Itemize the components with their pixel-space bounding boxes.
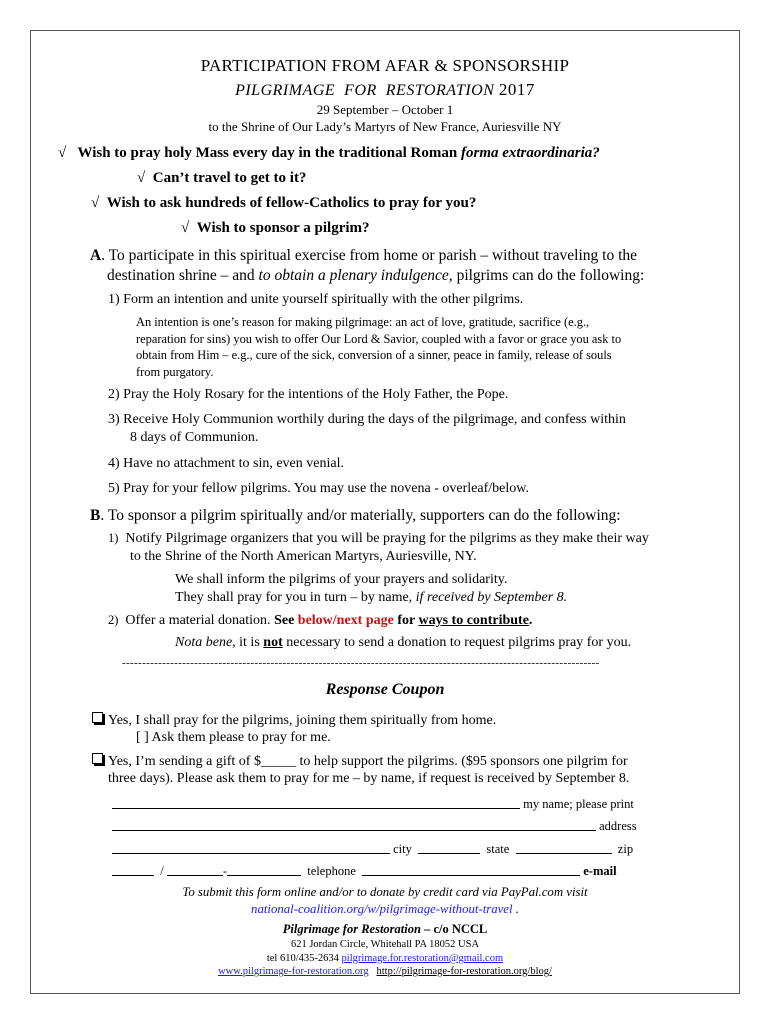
section-a-item-4: 4) Have no attachment to sin, even venial. — [108, 456, 344, 471]
phone-email-field[interactable]: / - telephone e-mail — [112, 863, 617, 879]
question-mass: √ Wish to pray holy Mass every day in the traditional Roman forma extraordinaria? — [58, 145, 600, 161]
org-websites — [0, 966, 770, 977]
check-mark-icon: √ — [137, 170, 146, 186]
cut-line-divider: ----------------------------------------------------------------------------------------------------------------------- — [122, 657, 600, 669]
question-sponsor: √ Wish to sponsor a pilgrim? — [181, 220, 370, 236]
check-mark-icon: √ — [58, 145, 67, 161]
section-a-item-3: 3) Receive Holy Communion worthily during the days of the pilgrimage, and confess within — [108, 412, 626, 427]
page-subtitle: PILGRIMAGE FOR RESTORATION 2017 — [235, 80, 535, 99]
address-field[interactable]: address — [112, 818, 637, 834]
name-field[interactable]: my name; please print — [112, 796, 634, 812]
section-b-item-2: 2) Offer a material donation. See below/next page for ways to contribute. — [108, 613, 533, 628]
question-travel: √ Can’t travel to get to it? — [137, 170, 307, 186]
section-b-intro: B. To sponsor a pilgrim spiritually and/or materially, supporters can do the following: — [90, 507, 621, 524]
city-state-zip-field[interactable]: city state zip — [112, 841, 633, 857]
submit-online-text: To submit this form online and/or to donate by credit card via PayPal.com visit — [182, 885, 588, 899]
section-a-item-3-cont: 8 days of Communion. — [130, 430, 259, 445]
section-a-item-5: 5) Pray for your fellow pilgrims. You may use the novena - overleaf/below. — [108, 481, 529, 496]
section-b-item-1-cont: to the Shrine of the North American Martyrs, Auriesville, NY. — [130, 549, 477, 564]
inform-text: We shall inform the pilgrims of your prayers and solidarity. — [175, 572, 508, 587]
email-link[interactable]: pilgrimage.for.restoration@gmail.com — [341, 953, 504, 964]
gift-option[interactable]: Yes, I’m sending a gift of $_____ to help support the pilgrims. ($95 sponsors one pilgrim for — [92, 753, 628, 770]
pray-text: They shall pray for you in turn – by name, if received by September 8. — [175, 590, 568, 605]
event-dates: 29 September – October 1 — [316, 102, 454, 117]
section-a-item-2: 2) Pray the Holy Rosary for the intentions of the Holy Father, the Pope. — [108, 387, 509, 402]
checkbox-icon[interactable] — [92, 712, 103, 723]
check-mark-icon: √ — [181, 220, 190, 236]
section-a-intro: A. To participate in this spiritual exercise from home or parish – without traveling to the — [90, 247, 638, 264]
pray-option[interactable]: Yes, I shall pray for the pilgrims, joining them spiritually from home. — [92, 712, 496, 729]
section-b-item-1: 1) Notify Pilgrimage organizers that you will be praying for the pilgrims as they make their way — [108, 531, 649, 546]
check-mark-icon: √ — [91, 195, 100, 211]
below-next-page-link[interactable]: below/next page — [297, 613, 394, 628]
ways-to-contribute-link[interactable]: ways to contribute — [418, 613, 529, 628]
checkbox-icon[interactable] — [92, 753, 103, 764]
page-title: PARTICIPATION FROM AFAR & SPONSORSHIP — [200, 56, 570, 75]
org-address: 621 Jordan Circle, Whitehall PA 18052 USA — [290, 939, 480, 950]
org-name: Pilgrimage for Restoration – c/o NCCL — [282, 922, 488, 936]
event-location: to the Shrine of Our Lady’s Martyrs of New France, Auriesville NY — [208, 119, 562, 134]
submit-online-link-line: national-coalition.org/w/pilgrimage-without-travel . — [251, 902, 519, 916]
intention-note: An intention is one’s reason for making pilgrimage: an act of love, gratitude, sacrifice (e.g., reparation for sins) you wish to offer Our Lord & Savior, coupled with a favor or grace you ask to obtain from Him – e.g., cure of the sick, conversion of a sinner, peace in family, release of souls from purgatory. — [136, 315, 622, 379]
blog-link[interactable]: http://pilgrimage-for-restoration.org/blog/ — [376, 966, 552, 977]
gift-option-cont: three days). Please ask them to pray for me – by name, if request is received by September 8. — [108, 771, 630, 786]
nota-bene: Nota bene, it is not necessary to send a donation to request pilgrims pray for you. — [175, 635, 632, 650]
coupon-title: Response Coupon — [325, 681, 445, 698]
org-contact: tel 610/435-2634 pilgrimage.for.restoration@gmail.com — [266, 953, 504, 964]
pilgrimage-without-travel-link[interactable]: national-coalition.org/w/pilgrimage-without-travel — [251, 902, 513, 916]
question-prayers: √ Wish to ask hundreds of fellow-Catholics to pray for you? — [91, 195, 477, 211]
section-a-intro-2: destination shrine – and to obtain a plenary indulgence, pilgrims can do the following: — [107, 267, 645, 284]
section-a-item-1: 1) Form an intention and unite yourself spiritually with the other pilgrims. — [108, 292, 524, 307]
ask-pray-option[interactable]: [ ] Ask them please to pray for me. — [136, 730, 331, 745]
website-link[interactable]: www.pilgrimage-for-restoration.org — [218, 966, 369, 977]
